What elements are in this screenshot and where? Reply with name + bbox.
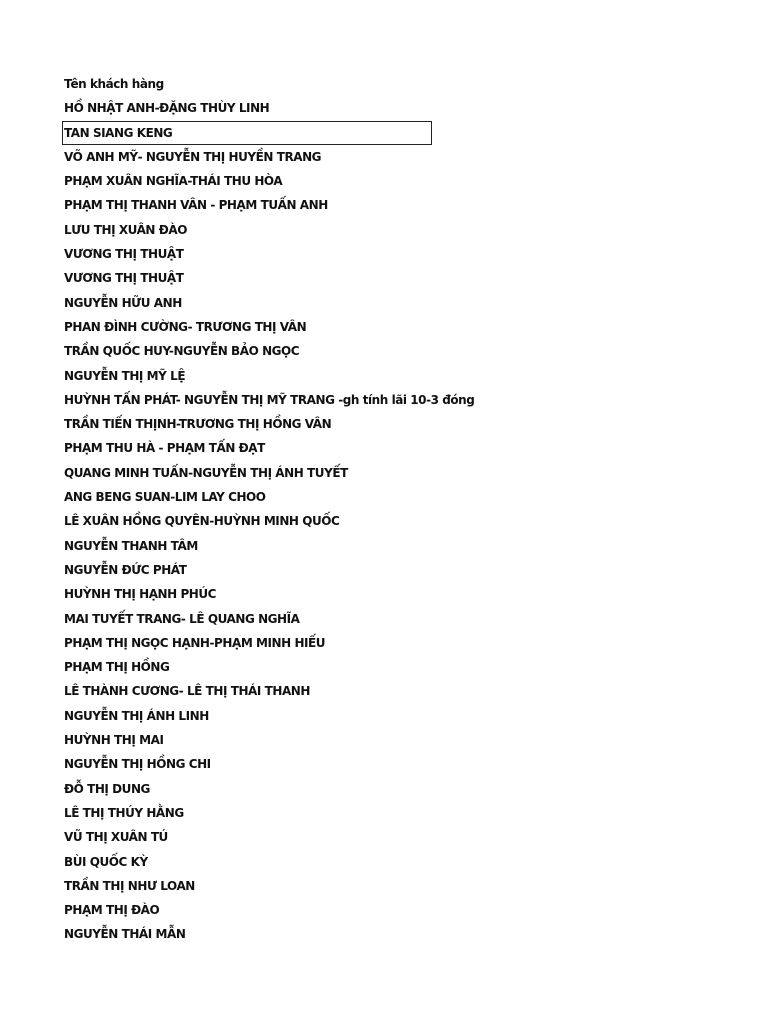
customer-cell[interactable]: BÙI QUỐC KỲ: [64, 854, 148, 869]
customer-list-sheet: [64, 72, 704, 947]
customer-cell[interactable]: LÊ XUÂN HỒNG QUYÊN-HUỲNH MINH QUỐC: [64, 514, 340, 529]
customer-cell[interactable]: NGUYỄN THỊ ÁNH LINH: [64, 708, 209, 723]
customer-cell[interactable]: LÊ THÀNH CƯƠNG- LÊ THỊ THÁI THANH: [64, 684, 310, 699]
customer-cell[interactable]: HUỲNH THỊ MAI: [64, 733, 164, 748]
customer-cell-selected[interactable]: TAN SIANG KENG: [62, 121, 432, 145]
customer-cell[interactable]: MAI TUYẾT TRANG- LÊ QUANG NGHĨA: [64, 611, 300, 626]
customer-cell[interactable]: VƯƠNG THỊ THUẬT: [64, 247, 184, 262]
customer-cell[interactable]: NGUYỄN THANH TÂM: [64, 538, 198, 553]
customer-cell[interactable]: PHẠM THỊ THANH VÂN - PHẠM TUẤN ANH: [64, 198, 328, 213]
customer-cell[interactable]: VÕ ANH MỸ- NGUYỄN THỊ HUYỀN TRANG: [64, 149, 322, 164]
customer-cell[interactable]: NGUYỄN THỊ MỸ LỆ: [64, 368, 186, 383]
customer-cell[interactable]: PHẠM THỊ NGỌC HẠNH-PHẠM MINH HIẾU: [64, 635, 326, 650]
customer-cell[interactable]: NGUYỄN THỊ HỒNG CHI: [64, 757, 211, 772]
customer-cell[interactable]: HỒ NHẬT ANH-ĐẶNG THÙY LINH: [64, 101, 270, 116]
customer-rows: [64, 96, 704, 946]
customer-cell[interactable]: TRẦN THỊ NHƯ LOAN: [64, 878, 195, 893]
column-header-customer-name[interactable]: Tên khách hàng: [64, 77, 164, 91]
customer-cell[interactable]: TRẦN TIẾN THỊNH-TRƯƠNG THỊ HỒNG VÂN: [64, 417, 332, 432]
customer-cell[interactable]: VƯƠNG THỊ THUẬT: [64, 271, 184, 286]
customer-cell[interactable]: TRẦN QUỐC HUY-NGUYỄN BẢO NGỌC: [64, 344, 300, 359]
customer-cell[interactable]: PHẠM THU HÀ - PHẠM TẤN ĐẠT: [64, 441, 265, 456]
customer-cell[interactable]: PHAN ĐÌNH CƯỜNG- TRƯƠNG THỊ VÂN: [64, 319, 307, 334]
customer-cell[interactable]: HUỲNH TẤN PHÁT- NGUYỄN THỊ MỸ TRANG -gh tính lãi 10-3 đóng: [64, 392, 475, 407]
customer-cell[interactable]: VŨ THỊ XUÂN TÚ: [64, 830, 168, 845]
customer-cell[interactable]: NGUYỄN THÁI MẪN: [64, 927, 186, 942]
customer-cell[interactable]: HUỲNH THỊ HẠNH PHÚC: [64, 587, 217, 602]
customer-cell[interactable]: LÊ THỊ THÚY HẰNG: [64, 805, 184, 820]
customer-cell[interactable]: NGUYỄN HỮU ANH: [64, 295, 182, 310]
customer-cell[interactable]: ANG BENG SUAN-LIM LAY CHOO: [64, 490, 266, 505]
customer-cell[interactable]: QUANG MINH TUẤN-NGUYỄN THỊ ÁNH TUYẾT: [64, 465, 348, 480]
customer-cell[interactable]: PHẠM THỊ HỒNG: [64, 660, 170, 675]
customer-cell[interactable]: NGUYỄN ĐỨC PHÁT: [64, 562, 187, 577]
customer-cell[interactable]: PHẠM XUÂN NGHĨA-THÁI THU HÒA: [64, 174, 283, 189]
customer-cell[interactable]: LƯU THỊ XUÂN ĐÀO: [64, 222, 187, 237]
customer-cell[interactable]: ĐỖ THỊ DUNG: [64, 781, 150, 796]
customer-cell[interactable]: PHẠM THỊ ĐÀO: [64, 903, 160, 918]
